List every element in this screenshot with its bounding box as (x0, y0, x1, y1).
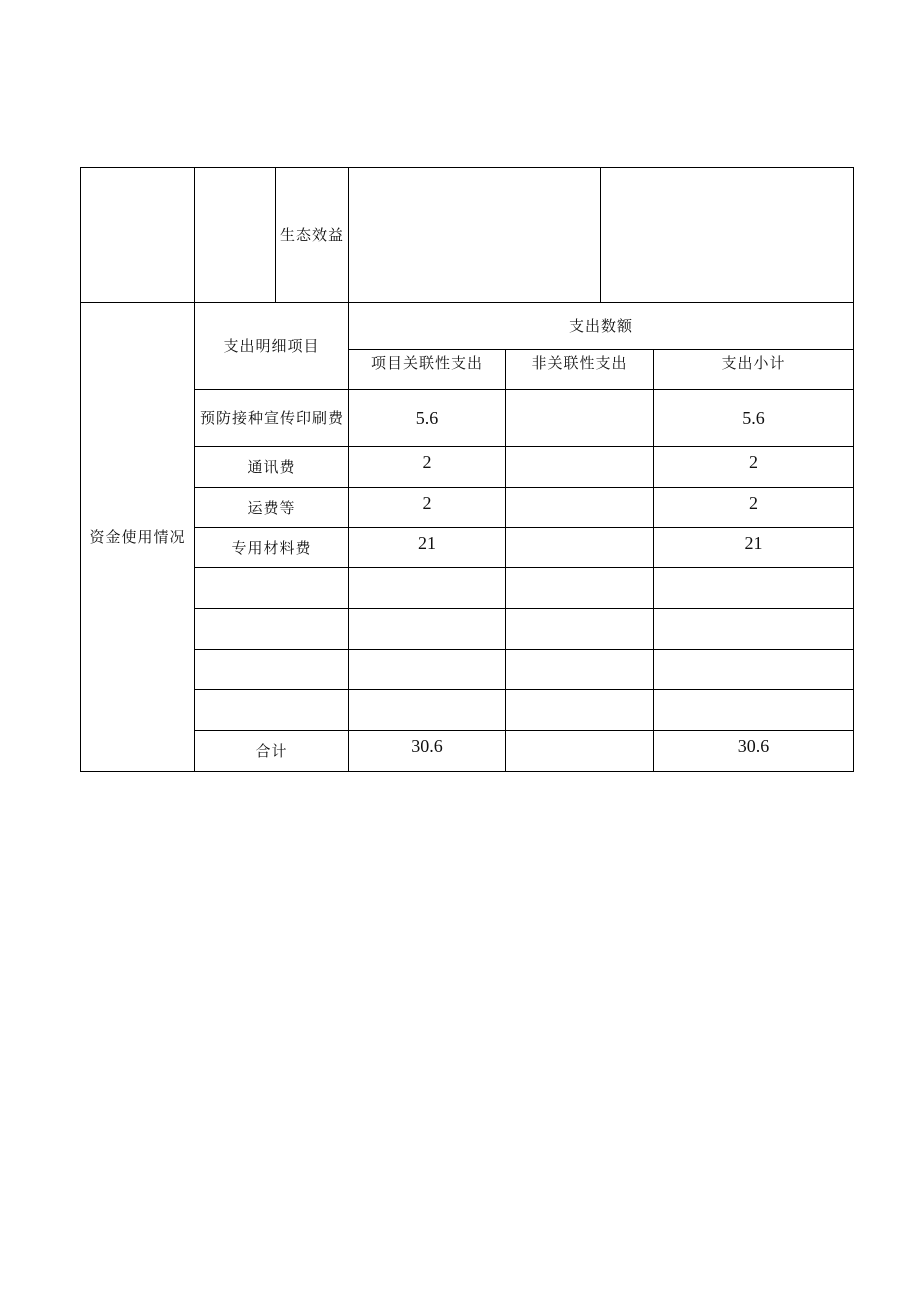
subtotal-header: 支出小计 (721, 354, 786, 372)
expense-item: 通讯费 (247, 458, 296, 476)
unrelated-amount (506, 690, 653, 730)
related-amount (349, 650, 505, 689)
detail-item-header: 支出明细项目 (223, 337, 320, 355)
table-border-right (853, 167, 854, 772)
subtotal-amount (654, 568, 853, 608)
unrelated-amount (506, 568, 653, 608)
benefit-label: 生态效益 (279, 226, 344, 244)
subtotal-amount: 5.6 (742, 408, 765, 428)
total-related-amount: 30.6 (411, 736, 443, 756)
related-amount (349, 568, 505, 608)
amount-header: 支出数额 (568, 317, 633, 335)
related-amount: 5.6 (415, 408, 439, 428)
total-subtotal-amount: 30.6 (737, 736, 770, 756)
related-amount: 2 (422, 452, 432, 472)
table-border-bottom (80, 771, 854, 772)
related-expense-header: 项目关联性支出 (370, 354, 483, 372)
related-amount: 21 (418, 533, 436, 553)
unrelated-amount (506, 528, 653, 567)
total-unrelated-amount (506, 731, 653, 771)
related-amount: 2 (422, 493, 432, 513)
subtotal-amount (654, 609, 853, 649)
expense-item: 预防接种宣传印刷费 (199, 409, 344, 427)
related-amount (349, 609, 505, 649)
subtotal-amount: 2 (749, 452, 758, 472)
unrelated-amount (506, 650, 653, 689)
subtotal-amount: 21 (744, 533, 763, 553)
expense-item (195, 609, 348, 649)
expense-item (195, 568, 348, 608)
expense-item (195, 690, 348, 730)
unrelated-amount (506, 447, 653, 487)
subtotal-amount (654, 650, 853, 689)
expense-item (195, 650, 348, 689)
unrelated-expense-header: 非关联性支出 (531, 354, 628, 372)
related-amount (349, 690, 505, 730)
subtotal-amount (654, 690, 853, 730)
unrelated-amount (506, 488, 653, 527)
expense-item: 运费等 (247, 498, 296, 517)
unrelated-amount (506, 390, 653, 446)
expense-item: 专用材料费 (231, 538, 312, 557)
subtotal-amount: 2 (749, 493, 758, 513)
table-border-top (80, 167, 854, 168)
total-label: 合计 (255, 742, 288, 760)
unrelated-amount (506, 609, 653, 649)
fund-usage-label: 资金使用情况 (89, 528, 186, 546)
grid-line (600, 167, 601, 302)
